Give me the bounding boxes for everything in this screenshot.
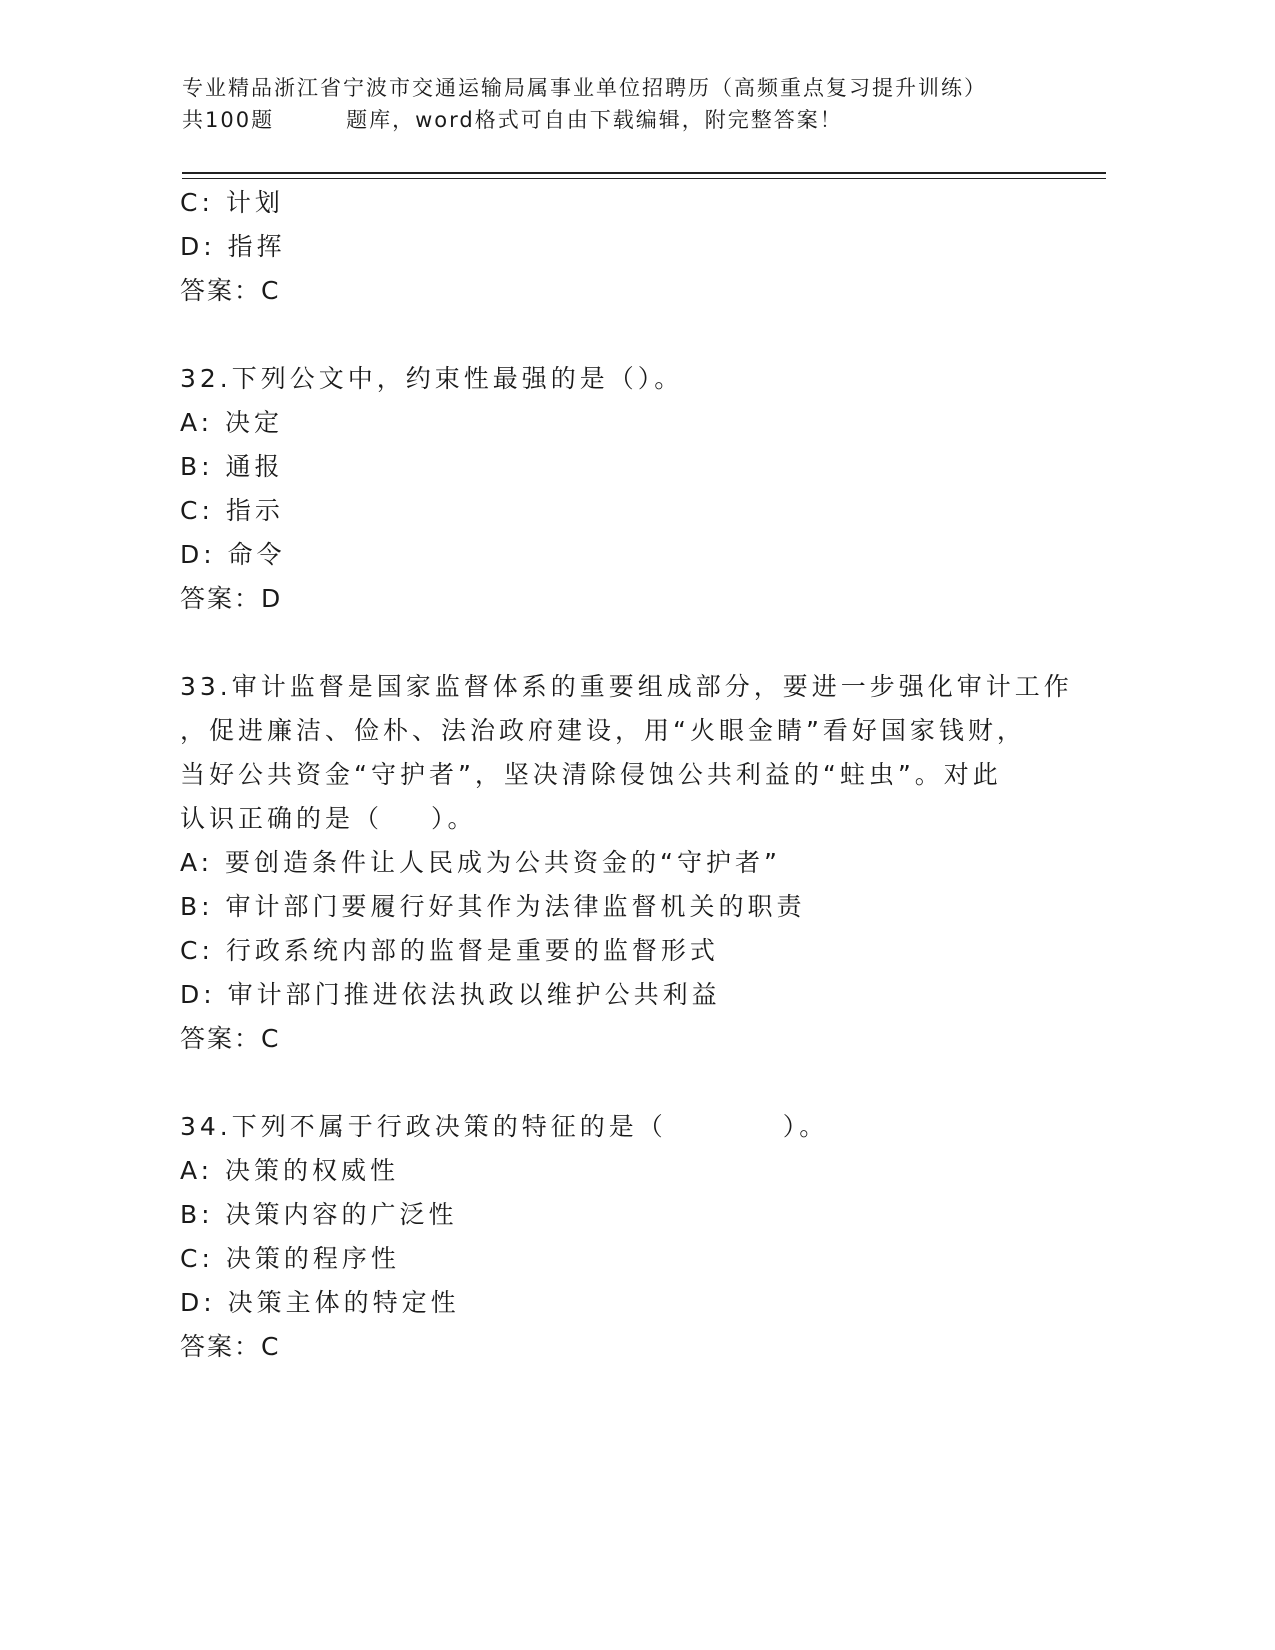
- answer-line: 答案：C: [180, 276, 281, 305]
- header-question-count: 共100题: [182, 108, 275, 132]
- option-b: B: 决策内容的广泛性: [180, 1200, 458, 1229]
- question-31: [180, 181, 1080, 313]
- question-stem-line: 33.审计监督是国家监督体系的重要组成部分，要进一步强化审计工作: [180, 672, 1073, 701]
- header-description: 题库，word格式可自由下载编辑，附完整答案！: [346, 108, 843, 132]
- spacer: [180, 313, 1080, 357]
- header-divider-thin: [182, 178, 1106, 179]
- spacer: [180, 1061, 1080, 1105]
- header-title-line: 专业精品浙江省宁波市交通运输局属事业单位招聘历（高频重点复习提升训练）: [182, 76, 987, 100]
- question-stem-text: 认识正确的是（: [180, 804, 384, 833]
- option-c: C: 指示: [180, 496, 284, 525]
- option-b: B: 通报: [180, 452, 284, 481]
- question-list: [180, 181, 1080, 1369]
- question-stem: 32.下列公文中，约束性最强的是（）。: [180, 364, 684, 393]
- question-32: [180, 357, 1080, 621]
- option-c: C: 行政系统内部的监督是重要的监督形式: [180, 936, 719, 965]
- option-d: D: 决策主体的特定性: [180, 1288, 460, 1317]
- header-divider-thick: [182, 172, 1106, 174]
- answer-line: 答案：C: [180, 1332, 281, 1361]
- question-stem-text: ）。: [431, 804, 477, 833]
- answer-line: 答案：C: [180, 1024, 281, 1053]
- option-d: D: 指挥: [180, 232, 286, 261]
- option-a: A: 决定: [180, 408, 284, 437]
- question-stem-line: 当好公共资金“守护者”，坚决清除侵蚀公共利益的“蛀虫”。对此: [180, 760, 1002, 789]
- question-33: [180, 665, 1080, 1061]
- question-stem-text: 34.下列不属于行政决策的特征的是（: [180, 1112, 667, 1141]
- question-34: [180, 1105, 1080, 1369]
- document-header: [182, 72, 1122, 136]
- header-subtitle-line: [182, 104, 1122, 136]
- answer-line: 答案：D: [180, 584, 283, 613]
- option-d: D: 命令: [180, 540, 286, 569]
- question-stem-line: [180, 797, 1080, 841]
- option-d: D: 审计部门推进依法执政以维护公共利益: [180, 980, 721, 1009]
- option-c: C: 计划: [180, 188, 284, 217]
- option-b: B: 审计部门要履行好其作为法律监督机关的职责: [180, 892, 806, 921]
- question-stem-line: ，促进廉洁、俭朴、法治政府建设，用“火眼金睛”看好国家钱财，: [180, 716, 1026, 745]
- question-stem-text: ）。: [782, 1112, 829, 1141]
- option-a: A: 决策的权威性: [180, 1156, 400, 1185]
- option-a: A: 要创造条件让人民成为公共资金的“守护者”: [180, 848, 781, 877]
- spacer: [180, 621, 1080, 665]
- question-stem: [180, 1105, 1080, 1149]
- option-c: C: 决策的程序性: [180, 1244, 400, 1273]
